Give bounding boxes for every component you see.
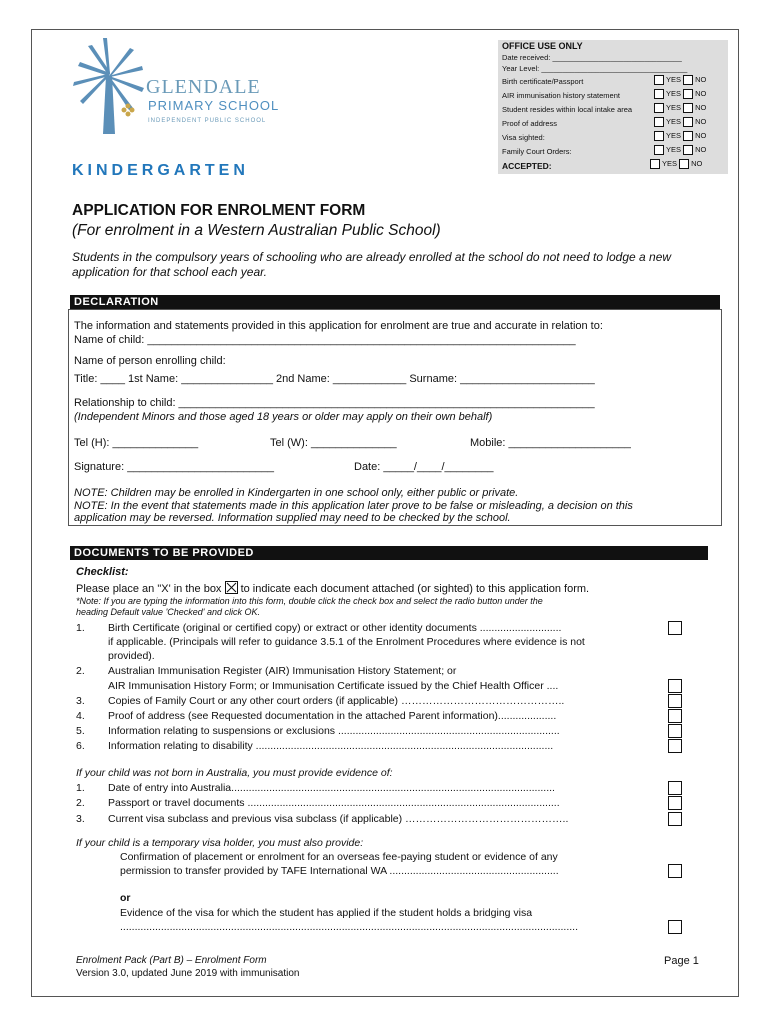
immunisation-checkbox[interactable]	[668, 679, 682, 693]
item-number: 3.	[76, 695, 85, 707]
checklist-heading: Checklist:	[76, 566, 129, 578]
school-logo	[68, 36, 283, 136]
temp-visa-heading: If your child is a temporary visa holder, you must also provide:	[76, 837, 364, 849]
item-number: 6.	[76, 740, 85, 752]
checklist-instructions: Please place an "X' in the box to indicate each document attached (or sighted) to this application form.	[76, 583, 590, 595]
office-row-yes-no[interactable]: YES NO	[654, 117, 706, 127]
name-of-child-field[interactable]: Name of child: ______________________________________________________________________	[74, 334, 576, 346]
intro-text: Students in the compulsory years of schooling who are already enrolled at the school do not need to lodge a new application for that school each year.	[72, 250, 672, 279]
no-checkbox[interactable]	[683, 89, 693, 99]
school-tagline: INDEPENDENT PUBLIC SCHOOL	[148, 118, 267, 124]
item-text: permission to transfer provided by TAFE International WA ..........................................................	[120, 865, 559, 877]
yes-checkbox[interactable]	[654, 145, 664, 155]
proof-of-address-checkbox[interactable]	[668, 709, 682, 723]
item-text: Information relating to disability ......................................................................................................	[108, 740, 554, 752]
item-number: 5.	[76, 725, 85, 737]
relationship-field[interactable]: Relationship to child: ____________________________________________________________________	[74, 397, 595, 409]
documents-header: DOCUMENTS TO BE PROVIDED	[70, 546, 708, 560]
title-names-field[interactable]: Title: ____ 1st Name: _______________ 2nd Name: ____________ Surname: ______________________	[74, 373, 595, 385]
form-title: APPLICATION FOR ENROLMENT FORM	[72, 202, 366, 219]
item-text: Date of entry into Australia...............................................................................................................	[108, 782, 555, 794]
person-enrolling-label: Name of person enrolling child:	[74, 355, 226, 367]
office-row-label: Birth certificate/Passport	[502, 77, 584, 86]
item-text: if applicable. (Principals will refer to guidance 3.5.1 of the Enrolment Procedures where evidence is not	[108, 636, 585, 648]
typing-note: heading Default value 'Checked' and click OK.	[76, 607, 261, 617]
no-checkbox[interactable]	[683, 75, 693, 85]
typing-note: *Note: If you are typing the information into this form, double click the check box and select the radio button under the	[76, 596, 543, 606]
no-checkbox[interactable]	[683, 103, 693, 113]
tel-work-field[interactable]: Tel (W): ______________	[270, 437, 397, 449]
office-row-yes-no[interactable]: YES NO	[654, 131, 706, 141]
item-number: 2.	[76, 797, 85, 809]
office-row-yes-no[interactable]: YES NO	[654, 75, 706, 85]
declaration-header: DECLARATION	[70, 295, 720, 309]
or-label: or	[120, 892, 131, 904]
no-checkbox[interactable]	[683, 145, 693, 155]
passport-checkbox[interactable]	[668, 796, 682, 810]
item-text: Information relating to suspensions or exclusions ............................................................................	[108, 725, 560, 737]
item-text: AIR Immunisation History Form; or Immunisation Certificate issued by the Chief Health Officer ....	[108, 680, 559, 692]
bridging-visa-checkbox[interactable]	[668, 920, 682, 934]
school-name: GLENDALE	[146, 76, 261, 98]
office-row-yes-no[interactable]: YES NO	[650, 159, 702, 169]
footer-version: Version 3.0, updated June 2019 with immunisation	[76, 968, 300, 979]
office-row-yes-no[interactable]: YES NO	[654, 89, 706, 99]
kindergarten-heading: KINDERGARTEN	[72, 162, 249, 179]
item-text: Current visa subclass and previous visa subclass (if applicable) ………………………………………..	[108, 813, 569, 825]
item-number: 1.	[76, 782, 85, 794]
office-use-box	[498, 40, 728, 174]
yes-checkbox[interactable]	[654, 89, 664, 99]
item-number: 2.	[76, 665, 85, 677]
yes-checkbox[interactable]	[654, 75, 664, 85]
item-text: .............................................................................................................................................................	[120, 921, 579, 933]
item-text: Copies of Family Court or any other court orders (if applicable) ………………………………………..	[108, 695, 565, 707]
item-number: 1.	[76, 622, 85, 634]
suspensions-checkbox[interactable]	[668, 724, 682, 738]
birth-certificate-checkbox[interactable]	[668, 621, 682, 635]
yes-checkbox[interactable]	[654, 131, 664, 141]
date-of-entry-checkbox[interactable]	[668, 781, 682, 795]
independent-note: (Independent Minors and those aged 18 years or older may apply on their own behalf)	[74, 411, 493, 423]
item-number: 4.	[76, 710, 85, 722]
office-row-label: Family Court Orders:	[502, 147, 572, 156]
office-heading: OFFICE USE ONLY	[502, 41, 583, 51]
palm-tree-icon	[68, 36, 148, 136]
footer-title: Enrolment Pack (Part B) – Enrolment Form	[76, 955, 267, 966]
office-row-label: AIR immunisation history statement	[502, 91, 620, 100]
office-row-label: Visa sighted:	[502, 133, 545, 142]
office-row-label: Proof of address	[502, 119, 558, 128]
school-subname: PRIMARY SCHOOL	[148, 98, 280, 113]
note-line: NOTE: In the event that statements made in this application later prove to be false or misleading, a decision on this	[74, 500, 633, 512]
mobile-field[interactable]: Mobile: ____________________	[470, 437, 631, 449]
not-born-heading: If your child was not born in Australia, you must provide evidence of:	[76, 767, 393, 779]
item-text: provided).	[108, 650, 155, 662]
disability-checkbox[interactable]	[668, 739, 682, 753]
item-text: Proof of address (see Requested documentation in the attached Parent information)....................	[108, 710, 557, 722]
form-subtitle: (For enrolment in a Western Australian Public School)	[72, 222, 441, 239]
item-text: Passport or travel documents ...........................................................................................................	[108, 797, 560, 809]
date-received: Date received: _______________________________	[502, 53, 682, 62]
office-row-label: Student resides within local intake area	[502, 105, 633, 114]
item-text: Birth Certificate (original or certified copy) or extract or other identity documents ............................	[108, 622, 562, 634]
tel-home-field[interactable]: Tel (H): ______________	[74, 437, 199, 449]
no-checkbox[interactable]	[679, 159, 689, 169]
yes-checkbox[interactable]	[654, 103, 664, 113]
date-field[interactable]: Date: _____/____/________	[354, 461, 494, 473]
year-level: Year Level: ___________________________________	[502, 64, 688, 73]
court-orders-checkbox[interactable]	[668, 694, 682, 708]
item-number: 3.	[76, 813, 85, 825]
item-text: Evidence of the visa for which the student has applied if the student holds a bridging visa	[120, 907, 533, 919]
office-row-label: ACCEPTED:	[502, 161, 552, 171]
yes-checkbox[interactable]	[650, 159, 660, 169]
checked-box-icon	[225, 581, 238, 594]
note-line: application may be reversed. Information supplied may need to be checked by the school.	[74, 512, 511, 524]
no-checkbox[interactable]	[683, 131, 693, 141]
item-text: Confirmation of placement or enrolment for an overseas fee-paying student or evidence of any	[120, 851, 558, 863]
signature-field[interactable]: Signature: ________________________	[74, 461, 275, 473]
office-row-yes-no[interactable]: YES NO	[654, 145, 706, 155]
visa-subclass-checkbox[interactable]	[668, 812, 682, 826]
note-line: NOTE: Children may be enrolled in Kindergarten in one school only, either public or private.	[74, 487, 519, 499]
no-checkbox[interactable]	[683, 117, 693, 127]
declaration-line: The information and statements provided in this application for enrolment are true and accurate in relation to:	[74, 320, 603, 332]
confirmation-checkbox[interactable]	[668, 864, 682, 878]
item-text: Australian Immunisation Register (AIR) Immunisation History Statement; or	[108, 665, 457, 677]
page-number: Page 1	[664, 955, 699, 967]
yes-checkbox[interactable]	[654, 117, 664, 127]
office-row-yes-no[interactable]: YES NO	[654, 103, 706, 113]
